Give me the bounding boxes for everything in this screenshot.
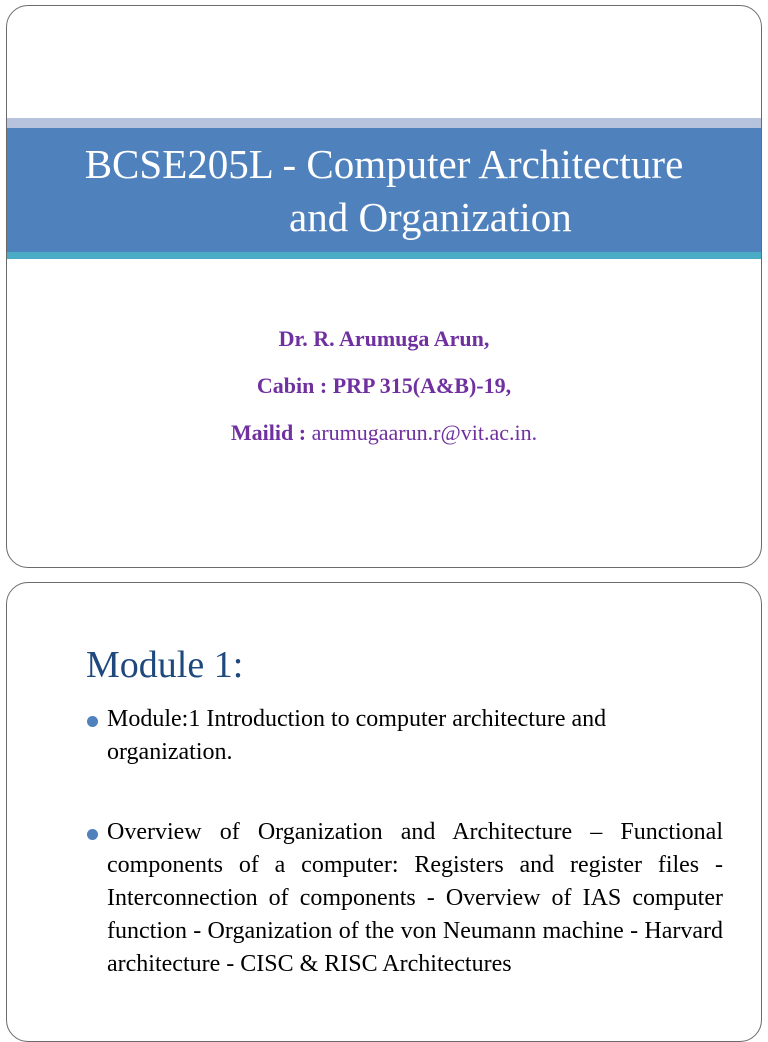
author-name: Dr. R. Arumuga Arun, [278, 326, 490, 351]
mail-info [7, 420, 761, 446]
title-band-top-stripe [7, 118, 761, 128]
title-slide [6, 5, 762, 568]
slide-title [7, 138, 761, 244]
title-band-bottom-stripe [7, 252, 761, 259]
slide-title-line-1: BCSE205L - Computer Architecture [84, 141, 684, 187]
slide-title-line-2: and Organization [289, 194, 572, 240]
cabin-info: Cabin : PRP 315(A&B)-19, [256, 373, 512, 398]
mail-label: Mailid : [230, 420, 307, 445]
bullet-dot-icon [87, 829, 98, 840]
bullet-item [107, 703, 723, 769]
bullet-dot-icon [87, 716, 98, 727]
bullet-text: Overview of Organization and Architecture – Functional components of a computer: Registers and register files - Interconnection of components - Overview of IAS computer function - Organization of the von Neumann machine - Harvard architecture - CISC & RISC Architectures [107, 819, 723, 977]
module-slide [6, 582, 762, 1042]
bullet-text: Module:1 Introduction to computer architecture and organization. [107, 706, 607, 765]
mail-address: arumugaarun.r@vit.ac.in. [311, 420, 538, 445]
module-title: Module 1: [86, 644, 244, 686]
bullet-item [107, 816, 723, 981]
